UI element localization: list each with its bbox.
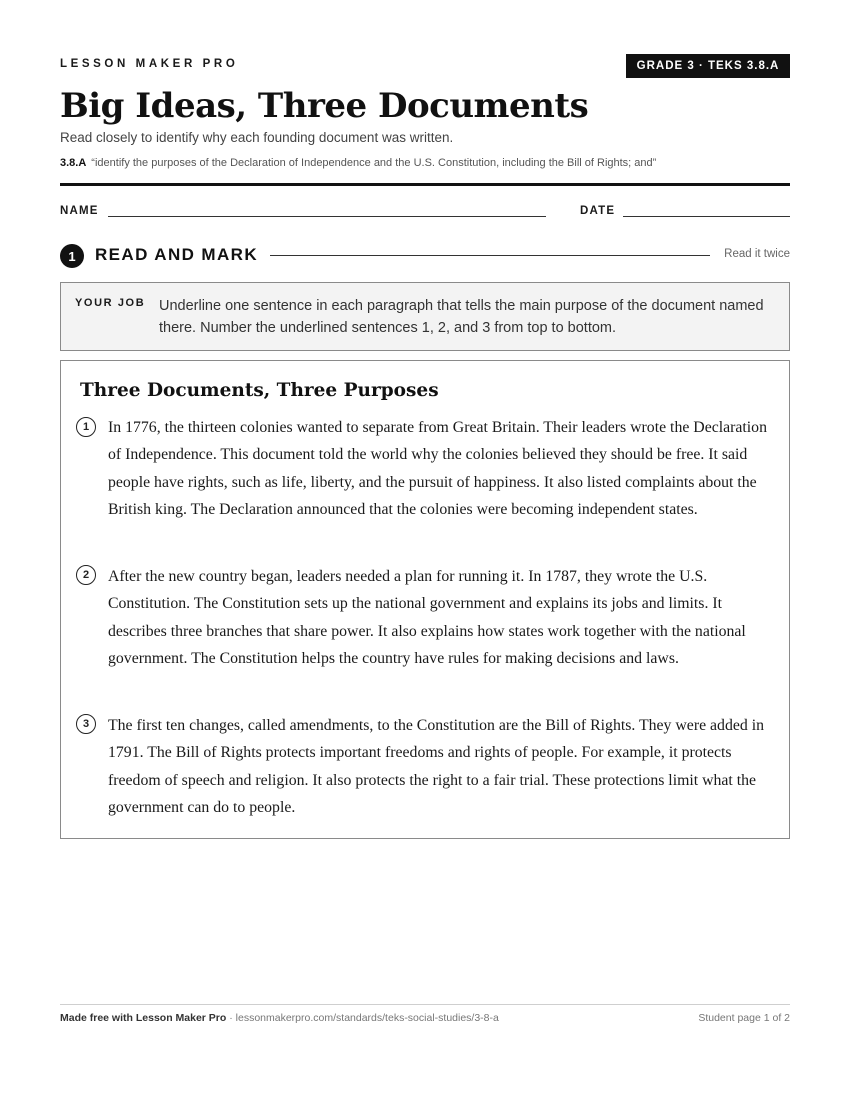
paragraph-3: The first ten changes, called amendments, to the Constitution are the Bill of Rights. They were added in 1791. The Bill of Rights protects important freedoms and rights of people. For example, it protects freedom of speech and religion. It also protects the right to a fair trial. These protections limit what the government can do to people.: [108, 717, 764, 817]
instructions-text: Underline one sentence in each paragraph that tells the main purpose of the document named there. Number the underlined sentences 1, 2, and 3 from top to bottom.: [159, 298, 764, 336]
footer-page-number: Student page 1 of 2: [698, 1012, 790, 1024]
standard-line: [60, 157, 656, 169]
date-label: DATE: [580, 205, 616, 217]
paragraph-number-2: 2: [76, 565, 96, 585]
reading-title: Three Documents, Three Purposes: [80, 380, 439, 401]
brand-name: LESSON MAKER PRO: [60, 58, 239, 70]
standard-code: 3.8.A: [60, 157, 87, 169]
footer-divider: [60, 1004, 790, 1005]
page-title: Big Ideas, Three Documents: [60, 86, 589, 126]
name-field[interactable]: [108, 216, 546, 217]
reading-passage-box: [60, 360, 790, 839]
grade-standard-badge: GRADE 3 · TEKS 3.8.A: [626, 54, 790, 78]
section-number-badge: 1: [60, 244, 84, 268]
date-field[interactable]: [623, 216, 790, 217]
instructions-label: YOUR JOB: [75, 297, 146, 309]
standard-text: “identify the purposes of the Declaration of Independence and the U.S. Constitution, including the Bill of Rights; and”: [91, 157, 657, 169]
paragraph-2: After the new country began, leaders needed a plan for running it. In 1787, they wrote the U.S. Constitution. The Constitution sets up the national government and explains its jobs and limits. It describes three branches that share power. It also explains how states work together with the national government. The Constitution helps the country have rules for making decisions and laws.: [108, 568, 746, 668]
footer-credit: [60, 1012, 499, 1024]
footer-made-by: Made free with Lesson Maker Pro: [60, 1012, 227, 1024]
section-note: Read it twice: [724, 248, 790, 260]
name-label: NAME: [60, 205, 99, 217]
footer-separator: ·: [226, 1012, 236, 1024]
paragraph-number-3: 3: [76, 714, 96, 734]
instructions-box: [60, 282, 790, 351]
page-subtitle: Read closely to identify why each founding document was written.: [60, 130, 454, 145]
footer-url: lessonmakerpro.com/standards/teks-social-studies/3-8-a: [235, 1012, 499, 1024]
paragraph-1: In 1776, the thirteen colonies wanted to separate from Great Britain. Their leaders wrote the Declaration of Independence. This document told the world why the colonies believed they should be free. It said people have rights, such as life, liberty, and the pursuit of happiness. It also listed complaints about the British king. The Declaration announced that the colonies were becoming independent states.: [108, 419, 767, 519]
section-title: READ AND MARK: [95, 245, 259, 264]
section-divider: [270, 255, 710, 256]
header-divider: [60, 183, 790, 186]
paragraph-number-1: 1: [76, 417, 96, 437]
